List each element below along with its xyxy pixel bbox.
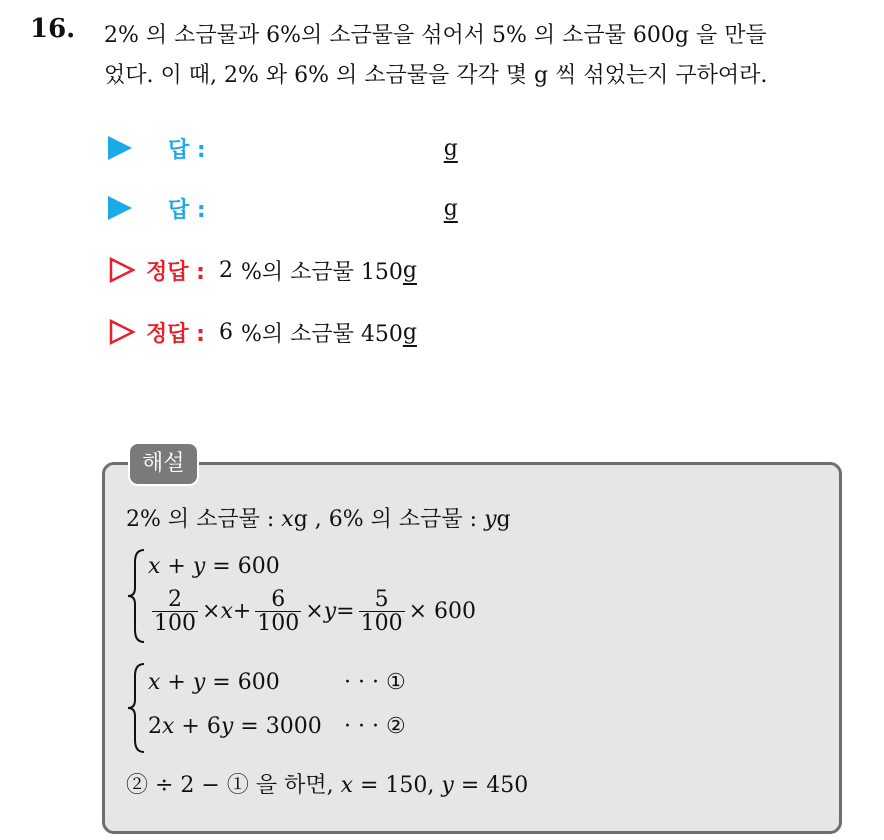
var-y: y [192,670,206,695]
denominator: 100 [360,611,403,637]
correct-pct: 2 [218,257,233,283]
correct-unit: g [402,319,417,345]
text: g , 6% 의 소금물 : [293,507,485,532]
var-x: x [162,714,175,739]
system2-mark-2: · · · ② [344,714,406,739]
var-y: y [220,714,234,739]
correct-pct: 6 [218,319,233,345]
play-triangle-icon [108,196,132,220]
answer-label: 답 : [168,137,206,163]
text: + [160,554,193,579]
text: = [336,599,355,625]
text: + [160,670,193,695]
system1-eq2 [148,588,476,635]
question-line-1: 2% 의 소금물과 6%의 소금물을 섞어서 5% 의 소금물 600g 을 만들 [104,23,767,48]
text: × 600 [408,599,477,625]
text: g [496,507,511,532]
numerator: 5 [374,587,389,612]
system2-eq2 [148,714,322,739]
var-x: x [148,554,161,579]
var-y: y [441,773,454,798]
var-x: x [148,670,161,695]
text: + [232,599,252,625]
play-triangle-icon [108,136,132,160]
explanation-tag: 해설 [128,442,199,486]
var-x: x [220,599,233,625]
text: × [202,599,221,625]
correct-text: %의 소금물 150 [240,259,403,285]
answer-label: 답 : [168,197,206,223]
system2-mark-1: · · · ① [344,670,406,695]
correct-row-2 [108,314,417,350]
var-y: y [192,554,206,579]
explanation-line-1 [126,502,511,533]
answer-unit: g [443,135,458,161]
text: = 600 [205,554,280,579]
system2-eq1 [148,670,280,695]
answer-unit: g [443,195,458,221]
left-brace-icon [126,548,148,644]
text: 2 [148,714,162,739]
numerator: 6 [271,587,286,612]
text: = 450 [453,773,529,798]
answer-row-1 [108,130,458,166]
text: ② ÷ 2 − ① 을 하면, [126,773,341,798]
left-brace-icon [126,662,148,754]
text: × [305,599,324,625]
answer-row-2 [108,190,458,226]
correct-label: 정답 : [146,259,205,285]
fraction [152,588,198,635]
fraction [255,588,301,635]
correct-label: 정답 : [146,321,205,347]
var-x: x [281,507,294,532]
question-number: 16. [30,14,76,44]
text: = 150, [353,773,442,798]
question-text [104,16,874,96]
outline-triangle-icon [108,256,136,284]
text: 2% 의 소금물 : [126,507,282,532]
denominator: 100 [154,611,196,637]
text: = 3000 [233,714,322,739]
outline-triangle-icon [108,318,136,346]
fraction [359,588,405,635]
correct-text: %의 소금물 450 [240,321,403,347]
correct-row-1 [108,252,417,288]
correct-unit: g [402,257,417,283]
numerator: 2 [168,587,182,612]
denominator: 100 [257,611,300,637]
text: = 600 [205,670,280,695]
text: + 6 [174,714,221,739]
var-x: x [340,773,353,798]
explanation-last-line [126,768,528,799]
var-y: y [323,599,337,625]
var-y: y [484,507,497,532]
question-line-2: 었다. 이 때, 2% 와 6% 의 소금물을 각각 몇 g 씩 섞었는지 구하여라. [104,63,768,88]
system1-eq1 [148,554,280,579]
